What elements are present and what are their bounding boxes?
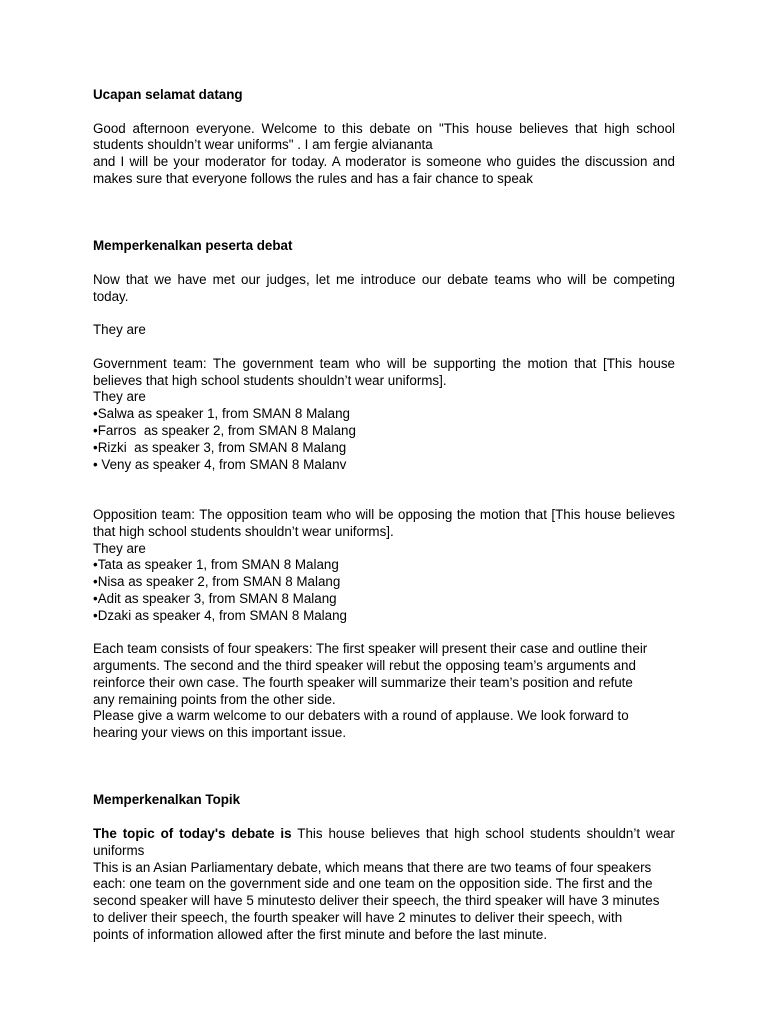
topic-line-1 xyxy=(93,826,675,843)
government-speaker-item: •Salwa as speaker 1, from SMAN 8 Malang xyxy=(93,406,350,422)
format-line: each: one team on the government side and one team on the opposition side. The first and the xyxy=(93,876,653,892)
format-line: points of information allowed after the first minute and before the last minute. xyxy=(93,926,548,942)
welcome-line-2: students shouldn’t wear uniforms" . I am fergie alviananta xyxy=(93,137,433,153)
each-team-line: arguments. The second and the third speaker will rebut the opposing team’s arguments and xyxy=(93,658,636,674)
format-line: to deliver their speech, the fourth speaker will have 2 minutes to deliver their speech, with xyxy=(93,910,623,926)
heading-ucapan-selamat-datang: Ucapan selamat datang xyxy=(93,87,243,102)
topic-motion: This house believes that high school students shouldn’t wear xyxy=(291,826,675,842)
each-team-line: Please give a warm welcome to our debaters with a round of applause. We look forward to xyxy=(93,708,629,724)
welcome-line-4: makes sure that everyone follows the rules and has a fair chance to speak xyxy=(93,170,533,186)
opposition-speaker-item: •Adit as speaker 3, from SMAN 8 Malang xyxy=(93,590,337,606)
government-line-1: Government team: The government team who will be supporting the motion that [This house xyxy=(93,355,675,371)
opposition-line-2: that high school students shouldn’t wear uniforms]. xyxy=(93,523,394,539)
government-speaker-item: • Veny as speaker 4, from SMAN 8 Malanv xyxy=(93,456,347,472)
opposition-speaker-item: •Tata as speaker 1, from SMAN 8 Malang xyxy=(93,557,339,573)
government-speaker-item: •Rizki as speaker 3, from SMAN 8 Malang xyxy=(93,439,347,455)
topic-label: The topic of today's debate is xyxy=(93,826,292,842)
government-line-2: believes that high school students shouldn’t wear uniforms]. xyxy=(93,372,447,388)
opposition-speaker-item: •Dzaki as speaker 4, from SMAN 8 Malang xyxy=(93,607,347,623)
opposition-line-1: Opposition team: The opposition team who will be opposing the motion that [This house believes xyxy=(93,506,675,522)
each-team-line: reinforce their own case. The fourth speaker will summarize their team’s position and refute xyxy=(93,674,633,690)
format-line: second speaker will have 5 minutesto deliver their speech, the third speaker will have 3 minutes xyxy=(93,893,660,909)
welcome-line-3: and I will be your moderator for today. A moderator is someone who guides the discussion and xyxy=(93,154,675,170)
heading-memperkenalkan-topik: Memperkenalkan Topik xyxy=(93,792,241,808)
topic-line-2: uniforms xyxy=(93,842,145,858)
opposition-they-are: They are xyxy=(93,540,146,556)
they-are-text: They are xyxy=(93,322,146,338)
document-page xyxy=(93,87,675,944)
format-line: This is an Asian Parliamentary debate, which means that there are two teams of four speakers xyxy=(93,859,652,875)
each-team-line: Each team consists of four speakers: The first speaker will present their case and outline their xyxy=(93,641,648,657)
each-team-line: hearing your views on this important issue. xyxy=(93,725,347,741)
opposition-speaker-item: •Nisa as speaker 2, from SMAN 8 Malang xyxy=(93,574,341,590)
heading-memperkenalkan-peserta: Memperkenalkan peserta debat xyxy=(93,238,293,254)
government-they-are: They are xyxy=(93,389,146,405)
welcome-line-1: Good afternoon everyone. Welcome to this debate on "This house believes that high school xyxy=(93,120,675,136)
intro-line-2: today. xyxy=(93,288,129,304)
each-team-line: any remaining points from the other side. xyxy=(93,691,336,707)
intro-line-1: Now that we have met our judges, let me introduce our debate teams who will be competing xyxy=(93,271,675,287)
government-speaker-item: •Farros as speaker 2, from SMAN 8 Malang xyxy=(93,422,356,438)
